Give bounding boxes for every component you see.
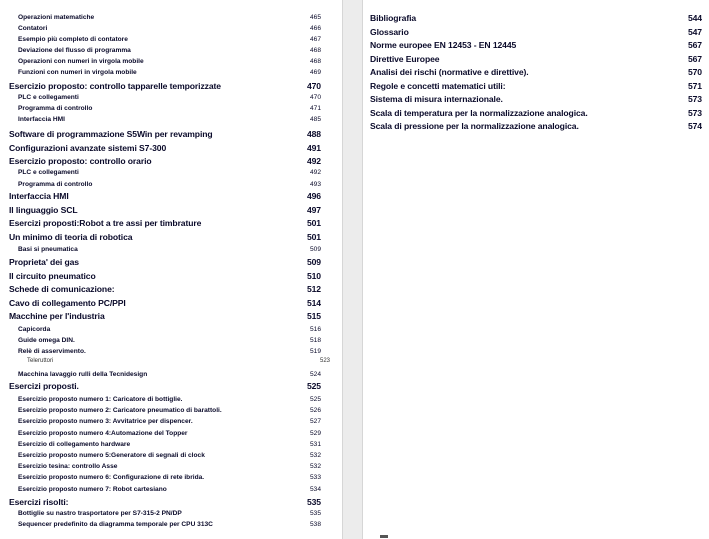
toc-entry-page-number: 567 [687,54,702,64]
toc-entry-page-number: 526 [309,407,321,414]
toc-entry-title: Esercizio proposto numero 4:Automazione del Topper [18,430,188,437]
toc-entry-page-number: 465 [309,14,321,21]
toc-entry-page-number: 524 [309,371,321,378]
toc-entry-title: Relè di asservimento. [18,348,86,355]
toc-entry-title: Configurazioni avanzate sistemi S7-300 [9,143,167,153]
toc-entry-title: Bottiglie su nastro trasportatore per S7-315-2 PN/DP [18,510,182,517]
toc-entry-page-number: 532 [309,452,321,459]
toc-entry-title: Funzioni con numeri in virgola mobile [18,69,137,76]
toc-entry-title: Esercizio tesina: controllo Asse [18,463,118,470]
toc-entry-title: Esercizio proposto numero 3: Avvitatrice per dispencer. [18,418,193,425]
toc-entry-title: Basi si pneumatica [18,246,78,253]
toc-entry-title: Esercizi proposti. [9,381,79,391]
toc-entry-title: Macchine per l'industria [9,311,105,321]
toc-entry-page-number: 470 [309,94,321,101]
toc-entry-page-number: 466 [309,25,321,32]
toc-entry-page-number: 574 [687,121,702,131]
scroll-indicator [380,535,388,538]
toc-left-page [0,0,342,539]
toc-entry-title: Analisi dei rischi (normative e direttive). [370,67,529,77]
toc-entry-page-number: 535 [306,497,321,507]
toc-entry-title: Capicorda [18,326,51,333]
toc-entry-page-number: 518 [309,337,321,344]
toc-entry-page-number: 470 [306,81,321,91]
toc-entry-title: Bibliografia [370,13,417,23]
toc-entry-page-number: 468 [309,47,321,54]
toc-entry-page-number: 514 [306,298,321,308]
toc-entry-page-number: 532 [309,463,321,470]
toc-entry-title: Glossario [370,27,409,37]
toc-entry-page-number: 493 [309,181,321,188]
toc-entry-page-number: 509 [309,246,321,253]
toc-entry-title: Cavo di collegamento PC/PPI [9,298,126,308]
toc-entry-title: Direttive Europee [370,54,440,64]
toc-entry-title: Scala di pressione per la normalizzazione analogica. [370,121,579,131]
toc-entry-page-number: 496 [306,191,321,201]
toc-entry-title: Programma di controllo [18,181,93,188]
toc-entry-page-number: 573 [687,108,702,118]
toc-entry-title: Proprieta' dei gas [9,257,79,267]
toc-entry-page-number: 512 [306,284,321,294]
toc-entry-page-number: 492 [306,156,321,166]
toc-entry-page-number: 488 [306,129,321,139]
toc-entry-page-number: 501 [306,218,321,228]
toc-entry-title: Teleruttori [27,358,54,364]
toc-entry-page-number: 535 [309,510,321,517]
toc-entry-title: Esercizio proposto numero 7: Robot cartesiano [18,486,167,493]
toc-entry-page-number: 573 [687,94,702,104]
toc-entry-title: Contatori [18,25,48,32]
toc-entry-page-number: 527 [309,418,321,425]
toc-entry-page-number: 485 [309,116,321,123]
toc-entry-page-number: 468 [309,58,321,65]
toc-right-page [363,0,709,539]
toc-entry-page-number: 525 [309,396,321,403]
toc-entry-title: Sistema di misura internazionale. [370,94,503,104]
toc-entry-page-number: 538 [309,521,321,528]
toc-entry-page-number: 533 [309,474,321,481]
toc-entry-title: Scala di temperatura per la normalizzazione analogica. [370,108,588,118]
toc-entry-page-number: 497 [306,205,321,215]
toc-entry-title: Esercizio proposto numero 2: Caricatore pneumatico di barattoli. [18,407,222,414]
toc-entry-page-number: 529 [309,430,321,437]
toc-entry-title: Programma di controllo [18,105,93,112]
toc-entry-page-number: 534 [309,486,321,493]
toc-entry-title: Operazioni con numeri in virgola mobile [18,58,144,65]
toc-entry-title: Schede di comunicazione: [9,284,115,294]
toc-entry-title: Regole e concetti matematici utili: [370,81,506,91]
toc-entry-title: Sequencer predefinito da diagramma temporale per CPU 313C [18,521,213,528]
toc-entry-title: PLC e collegamenti [18,94,79,101]
toc-entry-title: Interfaccia HMI [9,191,69,201]
toc-entry-page-number: 515 [306,311,321,321]
toc-entry-title: Operazioni matematiche [18,14,95,21]
toc-entry-page-number: 519 [309,348,321,355]
toc-entry-page-number: 491 [306,143,321,153]
toc-entry-title: Guide omega DIN. [18,337,75,344]
toc-entry-title: Esercizio di collegamento hardware [18,441,131,448]
toc-entry-title: Esercizio proposto: controllo tapparelle temporizzate [9,81,221,91]
toc-entry-page-number: 567 [687,40,702,50]
toc-entry-page-number: 492 [309,169,321,176]
page-gutter [342,0,363,539]
toc-entry-title: Un minimo di teoria di robotica [9,232,133,242]
toc-entry-page-number: 471 [309,105,321,112]
toc-entry-title: PLC e collegamenti [18,169,79,176]
toc-entry-title: Esempio più completo di contatore [18,36,128,43]
toc-entry-title: Il linguaggio SCL [9,205,78,215]
toc-entry-title: Esercizio proposto numero 1: Caricatore di bottiglie. [18,396,183,403]
toc-entry-page-number: 510 [306,271,321,281]
toc-entry-title: Il circuito pneumatico [9,271,96,281]
toc-entry-page-number: 547 [687,27,702,37]
toc-entry-page-number: 570 [687,67,702,77]
toc-entry-title: Esercizio proposto numero 5:Generatore di segnali di clock [18,452,205,459]
toc-entry-title: Esercizi proposti:Robot a tre assi per timbrature [9,218,202,228]
toc-entry-page-number: 544 [687,13,702,23]
toc-entry-page-number: 467 [309,36,321,43]
toc-entry-page-number: 516 [309,326,321,333]
toc-entry-title: Deviazione del flusso di programma [18,47,131,54]
toc-entry-page-number: 501 [306,232,321,242]
toc-entry-page-number: 571 [687,81,702,91]
toc-entry-page-number: 523 [319,358,330,364]
toc-entry-title: Interfaccia HMI [18,116,65,123]
toc-entry-title: Software di programmazione S5Win per revamping [9,129,213,139]
toc-entry-title: Esercizio proposto numero 6: Configurazione di rete ibrida. [18,474,205,481]
toc-entry-title: Esercizi risolti: [9,497,69,507]
toc-entry-page-number: 469 [309,69,321,76]
toc-entry-title: Esercizio proposto: controllo orario [9,156,152,166]
toc-entry-page-number: 509 [306,257,321,267]
toc-entry-page-number: 525 [306,381,321,391]
toc-entry-title: Macchina lavaggio rulli della Tecnidesign [18,371,148,378]
toc-entry-page-number: 531 [309,441,321,448]
toc-entry-title: Norme europee EN 12453 - EN 12445 [370,40,517,50]
